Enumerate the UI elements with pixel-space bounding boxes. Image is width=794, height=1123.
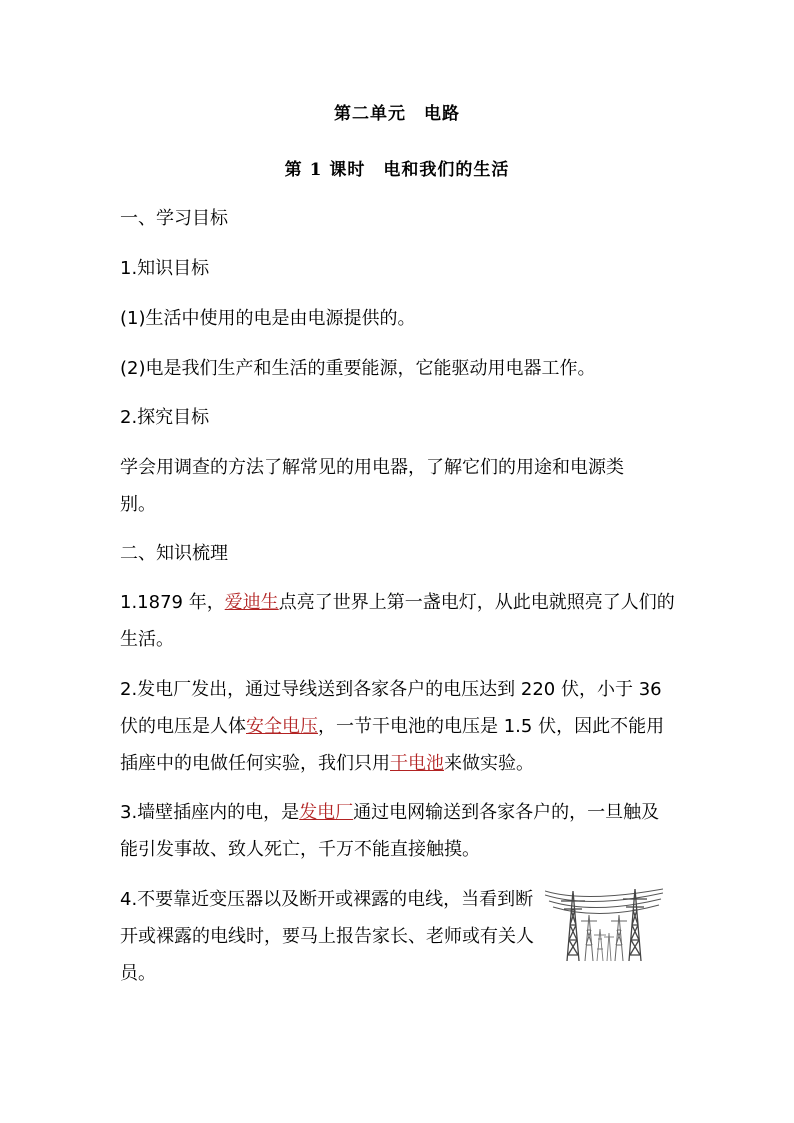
- item2-text-1: 2.发电厂发出，通过导线送到各家各户的电压达到 220 伏，小于 36 伏的电压是人体: [120, 679, 662, 737]
- item1-text-pre: 1.1879 年，: [120, 592, 225, 613]
- goal-knowledge-item-1: (1)生活中使用的电是由电源提供的。: [120, 308, 416, 329]
- item3-text-post: 通过电网输送到各家各户的，一旦触及能引发事故、致人死亡，千万不能直接触摸。: [120, 802, 660, 860]
- answer-fill-edison: 爱迪生: [224, 592, 279, 613]
- item1-text-post: 点亮了世界上第一盏电灯，从此电就照亮了人们的生活。: [120, 592, 675, 650]
- goal-knowledge-item-2: (2)电是我们生产和生活的重要能源，它能驱动用电器工作。: [120, 358, 596, 379]
- power-line-towers-illustration: [545, 885, 663, 963]
- knowledge-item-4: 4.不要靠近变压器以及断开或裸露的电线，当看到断开或裸露的电线时，要马上报告家长、老师或有关人员。: [120, 889, 534, 984]
- knowledge-item-1: [120, 584, 675, 658]
- answer-fill-safe-voltage: 安全电压: [246, 716, 318, 737]
- lesson-title: 第 1 课时 电和我们的生活: [284, 160, 510, 180]
- answer-fill-dry-battery: 干电池: [390, 753, 444, 774]
- item2-text-3: 来做实验。: [444, 753, 534, 774]
- goal-knowledge-heading: 1.知识目标: [120, 258, 210, 279]
- unit-title: 第二单元 电路: [334, 104, 460, 124]
- item2-text-2: ，一节干电池的电压是 1.5 伏，因此不能用插座中的电做任何实验，我们只用: [120, 716, 665, 774]
- section-heading-goals: 一、学习目标: [120, 208, 228, 229]
- section-heading-knowledge: 二、知识梳理: [120, 543, 228, 564]
- knowledge-item-3: [120, 794, 675, 868]
- answer-fill-power-plant: 发电厂: [299, 802, 354, 823]
- goal-inquiry-heading: 2.探究目标: [120, 407, 210, 428]
- goal-inquiry-text: 学会用调查的方法了解常见的用电器，了解它们的用途和电源类别。: [120, 457, 624, 515]
- item3-text-pre: 3.墙壁插座内的电，是: [120, 802, 300, 823]
- power-tower-icon: [545, 885, 663, 963]
- knowledge-item-2: [120, 671, 675, 782]
